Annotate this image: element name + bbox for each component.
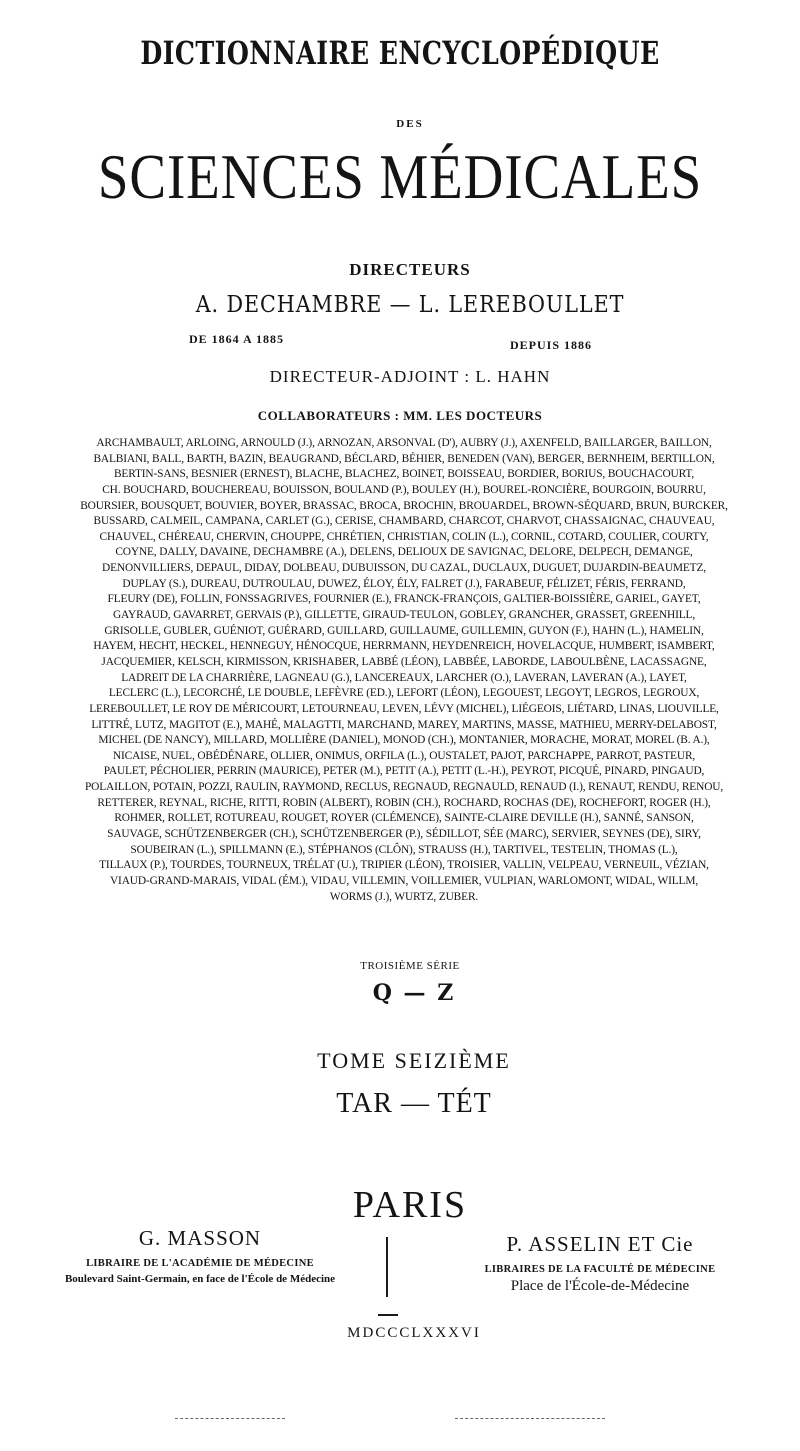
- publisher-left-name: G. MASSON: [138, 1226, 262, 1250]
- collaborateurs-line: CHAUVEL, CHÉREAU, CHERVIN, CHOUPPE, CHRÉTIEN, CHRISTIAN, COLIN (L.), CORNIL, COTARD, COULIER, COURTY,: [99, 530, 709, 543]
- dates-left: DE 1864 A 1885: [189, 332, 285, 346]
- title-line-2: SCIENCES MÉDICALES: [97, 141, 703, 212]
- collaborateurs-line: LEREBOULLET, LE ROY DE MÉRICOURT, LETOURNEAU, LEVEN, LÉVY (MICHEL), LIÉGEOIS, LIÉTARD, LINAS, LIOUVILLE,: [89, 702, 719, 715]
- collaborateurs-line: ARCHAMBAULT, ARLOING, ARNOULD (J.), ARNOZAN, ARSONVAL (D'), AUBRY (J.), AXENFELD, BAILLARGER, BAILLON,: [96, 437, 712, 449]
- collaborateurs-line: MICHEL (DE NANCY), MILLARD, MOLLIÈRE (DANIEL), MONOD (CH.), MONTANIER, MORACHE, MORAT, MOREL (B. A.),: [98, 734, 710, 747]
- publisher-right-line2: Place de l'École-de-Médecine: [510, 1278, 690, 1294]
- collaborateurs-line: FLEURY (DE), FOLLIN, FONSSAGRIVES, FOURNIER (E.), FRANCK-FRANÇOIS, GALTIER-BOISSIÈRE, GARIEL, GAYET,: [107, 593, 701, 606]
- dates-right: DEPUIS 1886: [510, 338, 593, 352]
- collaborateurs-line: ROHMER, ROLLET, ROTUREAU, ROUGET, ROYER (CLÉMENCE), SAINTE-CLAIRE DEVILLE (H.), SANNÉ, SANSON,: [114, 812, 694, 825]
- tome-label: TOME SEIZIÈME: [317, 1048, 511, 1073]
- publisher-right: [400, 1232, 800, 1295]
- collaborateurs-line: LITTRÉ, LUTZ, MAGITOT (E.), MAHÉ, MALAGTTI, MARCHAND, MAREY, MARTINS, MASSE, MATHIEU, MERRY-DELABOST,: [91, 718, 717, 731]
- collaborateurs-line: LECLERC (L.), LECORCHÉ, LE DOUBLE, LEFÈVRE (ED.), LEFORT (LÉON), LEGOUEST, LEGOYT, LEGROS, LEGROUX,: [108, 687, 700, 700]
- collaborateurs-line: NICAISE, NUEL, OBÉDÉNARE, OLLIER, ONIMUS, ORFILA (L.), OUSTALET, PAJOT, PARCHAPPE, PARROT, PASTEUR,: [112, 749, 696, 762]
- directeurs-label: DIRECTEURS: [349, 260, 471, 279]
- publisher-left: [0, 1226, 400, 1285]
- publisher-right-name: P. ASSELIN ET Cie: [506, 1232, 694, 1256]
- collaborateurs-list: [24, 436, 784, 905]
- publisher-left-line2: Boulevard Saint-Germain, en face de l'École de Médecine: [64, 1273, 336, 1285]
- tome-range: TAR — TÉT: [336, 1088, 492, 1119]
- city: PARIS: [352, 1184, 468, 1226]
- collaborateurs-line: PAULET, PÉCHOLIER, PERRIN (MAURICE), PETER (M.), PETIT (A.), PETIT (L.-H.), PEYROT, PICQUÉ, PINARD, PINGAUD,: [103, 765, 705, 778]
- publisher-divider: [386, 1237, 388, 1297]
- short-rule: [378, 1314, 398, 1316]
- title-line-1: DICTIONNAIRE ENCYCLOPÉDIQUE: [140, 34, 660, 72]
- collaborateurs-line: TILLAUX (P.), TOURDES, TOURNEUX, TRÉLAT (U.), TRIPIER (LÉON), TROISIER, VALLIN, VELPEAU, VERNEUIL, VÉZIAN,: [99, 859, 709, 872]
- collaborateurs-line: BUSSARD, CALMEIL, CAMPANA, CARLET (G.), CERISE, CHAMBARD, CHARCOT, CHARVOT, CHASSAIGNAC, CHAUVEAU,: [93, 515, 715, 528]
- collaborateurs-line: DUPLAY (S.), DUREAU, DUTROULAU, DUWEZ, ÉLOY, ÉLY, FALRET (J.), FARABEUF, FÉLIZET, FÉRIS, FERRAND,: [122, 577, 686, 590]
- directeurs-names: A. DECHAMBRE — L. LEREBOULLET: [195, 292, 625, 318]
- serie-letters: Q — Z: [372, 980, 456, 1006]
- year: MDCCCLXXXVI: [347, 1325, 481, 1341]
- collaborateurs-line: HAYEM, HECHT, HECKEL, HENNEGUY, HÉNOCQUE, HERRMANN, HEYDENREICH, HOVELACQUE, HUMBERT, ISAMBERT,: [93, 640, 715, 653]
- title-des: DES: [396, 118, 424, 130]
- collaborateurs-line: RETTERER, REYNAL, RICHE, RITTI, ROBIN (ALBERT), ROBIN (CH.), ROCHARD, ROCHAS (DE), ROCHEFORT, ROGER (H.),: [97, 796, 711, 809]
- publisher-left-line1: LIBRAIRE DE L'ACADÉMIE DE MÉDECINE: [86, 1258, 314, 1269]
- collaborateurs-label: COLLABORATEURS : MM. LES DOCTEURS: [257, 408, 543, 423]
- collaborateurs-line: JACQUEMIER, KELSCH, KIRMISSON, KRISHABER, LABBÉ (LÉON), LABBÉE, LABORDE, LABOULBÈNE, LACASSAGNE,: [101, 655, 707, 668]
- collaborateurs-line: COYNE, DALLY, DAVAINE, DECHAMBRE (A.), DELENS, DELIOUX DE SAVIGNAC, DELORE, DELPECH, DEMANGE,: [115, 546, 693, 559]
- collaborateurs-line: BERTIN-SANS, BESNIER (ERNEST), BLACHE, BLACHEZ, BOINET, BOISSEAU, BORDIER, BORIUS, BOUCHACOURT,: [113, 468, 695, 481]
- collaborateurs-line: GAYRAUD, GAVARRET, GERVAIS (P.), GILLETTE, GIRAUD-TEULON, GOBLEY, GRANCHER, GRASSET, GREENHILL,: [112, 609, 696, 622]
- collaborateurs-line: SAUVAGE, SCHÜTZENBERGER (CH.), SCHÜTZENBERGER (P.), SÉDILLOT, SÉE (MARC), SERVIER, SEYNES (DE), SIRY,: [107, 828, 701, 841]
- collaborateurs-line: GRISOLLE, GUBLER, GUÉNIOT, GUÉRARD, GUILLARD, GUILLAUME, GUILLEMIN, GUYON (F.), HAHN (L.), HAMELIN,: [104, 624, 704, 637]
- collaborateurs-line: POLAILLON, POTAIN, POZZI, RAULIN, RAYMOND, RECLUS, REGNAUD, REGNAULD, RENAUD (I.), RENAUT, RENDU, RENOU,: [84, 781, 724, 794]
- footer-dash-right: [455, 1418, 605, 1419]
- footer-dash-left: [175, 1418, 285, 1419]
- collaborateurs-line: SOUBEIRAN (L.), SPILLMANN (E.), STÉPHANOS (CLÔN), STRAUSS (H.), TARTIVEL, TESTELIN, THOMAS (L.),: [130, 843, 678, 856]
- collaborateurs-line: CH. BOUCHARD, BOUCHEREAU, BOUISSON, BOULAND (P.), BOULEY (H.), BOUREL-RONCIÈRE, BOURGOIN, BOURRU,: [102, 483, 706, 496]
- directeur-adjoint: DIRECTEUR-ADJOINT : L. HAHN: [269, 367, 551, 386]
- collaborateurs-line: BOURSIER, BOUSQUET, BOUVIER, BOYER, BRASSAC, BROCA, BROCHIN, BROUARDEL, BROWN-SÉQUARD, BRUN, BURCKER,: [80, 499, 728, 512]
- collaborateurs-line: DENONVILLIERS, DEPAUL, DIDAY, DOLBEAU, DUBUISSON, DU CAZAL, DUCLAUX, DUGUET, DUJARDIN-BEAUMETZ,: [102, 562, 706, 575]
- serie-label: TROISIÈME SÉRIE: [360, 960, 460, 972]
- collaborateurs-line: LADREIT DE LA CHARRIÈRE, LAGNEAU (G.), LANCEREAUX, LARCHER (O.), LAVERAN, LAVERAN (A.), LAYET,: [121, 671, 687, 684]
- collaborateurs-line: WORMS (J.), WURTZ, ZUBER.: [329, 890, 479, 903]
- collaborateurs-line: VIAUD-GRAND-MARAIS, VIDAL (ÉM.), VIDAU, VILLEMIN, VOILLEMIER, VULPIAN, WARLOMONT, WIDAL, WILLM,: [109, 874, 699, 887]
- collaborateurs-line: BALBIANI, BALL, BARTH, BAZIN, BEAUGRAND, BÉCLARD, BÉHIER, BENEDEN (VAN), BERGER, BERNHEIM, BERTILLON,: [93, 452, 715, 465]
- publisher-right-line1: LIBRAIRES DE LA FACULTÉ DE MÉDECINE: [484, 1264, 716, 1275]
